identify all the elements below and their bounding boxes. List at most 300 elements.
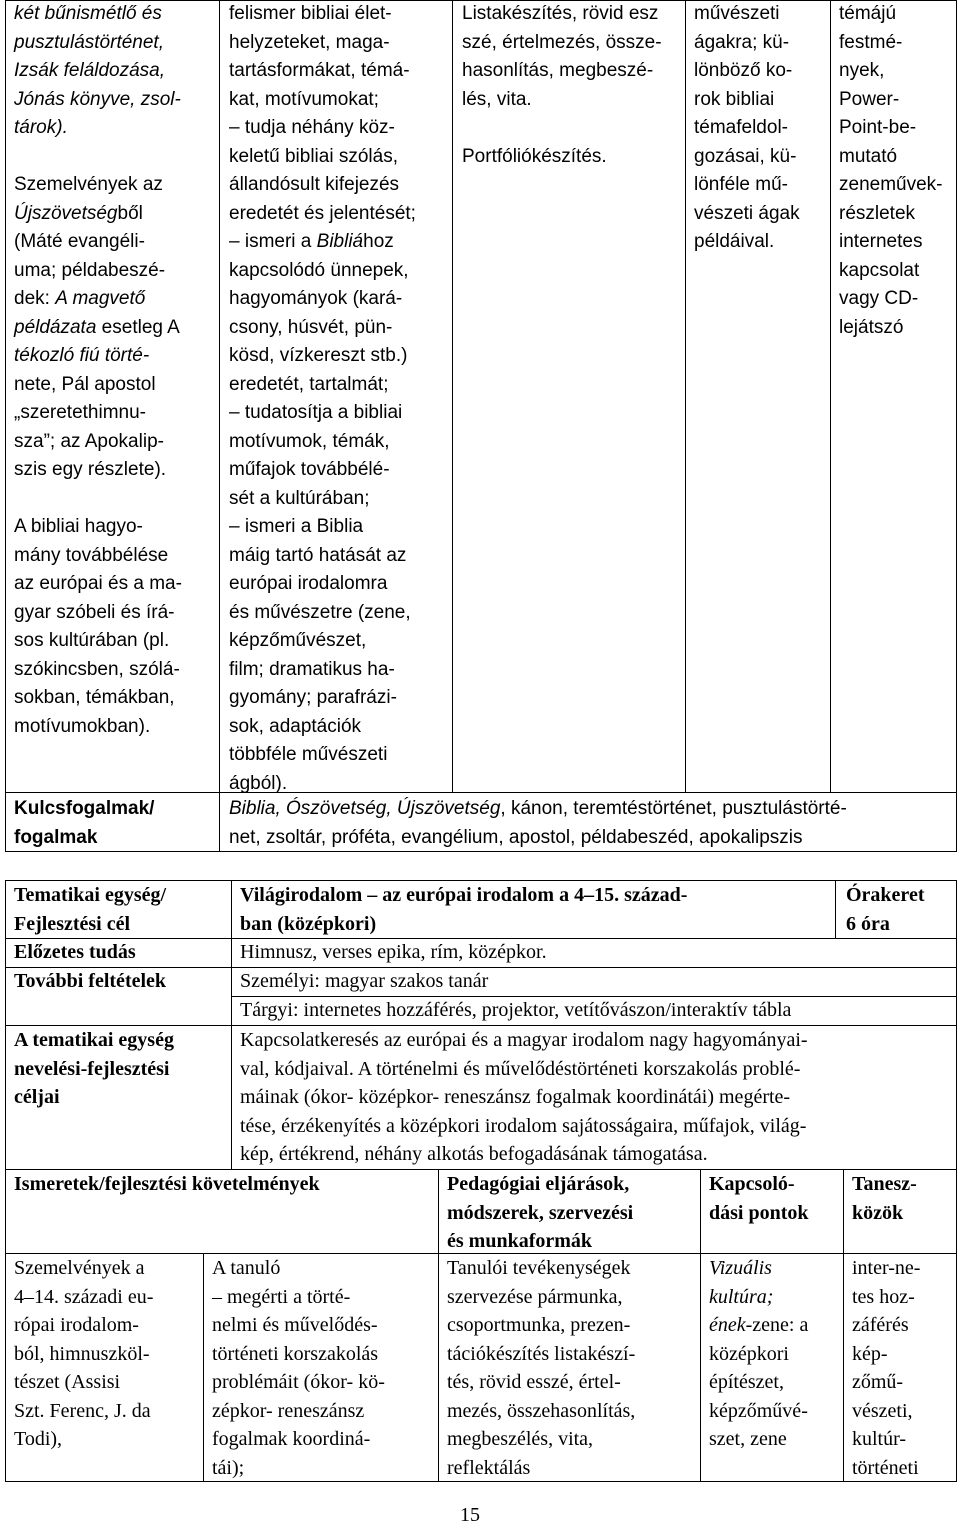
hours-label-text: Órakeret — [846, 884, 925, 906]
text-line — [212, 1283, 434, 1312]
text-line — [852, 1340, 952, 1369]
text-run: közök — [852, 1201, 904, 1224]
text-line — [14, 1055, 226, 1084]
text-line — [229, 713, 447, 742]
hours-label — [846, 881, 951, 938]
text-line — [14, 599, 214, 628]
text-line — [462, 57, 680, 86]
text-run: motívumokban). — [14, 715, 151, 737]
text-line — [839, 143, 954, 172]
text-run: mutató — [839, 145, 898, 167]
text-run: Szemelvények az — [14, 174, 163, 195]
text-run: A bibliai hagyo- — [14, 516, 143, 537]
text-line — [839, 171, 954, 200]
text-run: csony, húsvét, pün- — [229, 316, 393, 338]
text-run: zeneművek- — [839, 174, 943, 195]
table1-col-methods — [462, 0, 680, 171]
text-line — [447, 1227, 697, 1256]
text-run: vészeti ágak — [694, 202, 800, 224]
text-run: zene: a — [752, 1314, 809, 1336]
row-excerpts — [14, 1254, 200, 1454]
text-line — [839, 114, 954, 143]
text-run: képzőművészet, — [229, 630, 367, 651]
label-unit — [14, 881, 226, 938]
text-line — [229, 29, 447, 58]
text-line — [229, 824, 951, 853]
text-run: dási pontok — [709, 1201, 809, 1224]
text-line — [14, 881, 226, 910]
header-requirements-text: Ismeretek/fejlesztési követelmények — [14, 1173, 320, 1195]
text-run: (Máté evangéli- — [14, 231, 145, 252]
text-run: építészet, — [709, 1371, 784, 1393]
text-run: két bűnismétlő és — [14, 3, 162, 24]
table1-col-texts — [14, 0, 214, 741]
keyword-label — [14, 795, 214, 852]
text-run: kép- — [852, 1342, 888, 1365]
text-line — [839, 0, 954, 29]
text-run: kapcsolat — [839, 259, 920, 281]
text-run: Bibliá — [316, 231, 364, 252]
text-line — [694, 57, 824, 86]
text-line — [229, 513, 447, 542]
text-line — [839, 57, 954, 86]
text-line — [852, 1425, 952, 1454]
text-line — [462, 86, 680, 115]
text-line — [694, 228, 824, 257]
text-line — [14, 1026, 226, 1055]
text-line — [839, 228, 954, 257]
text-run: Újszövetség — [14, 202, 118, 224]
text-run: céljai — [14, 1086, 60, 1108]
text-run: esetleg A — [96, 316, 180, 338]
text-run: ból, himnuszköl- — [14, 1342, 150, 1365]
header-requirements — [14, 1170, 434, 1199]
text-line — [709, 1397, 839, 1426]
text-run: kat, motívumokat; — [229, 88, 379, 110]
col-divider — [452, 0, 453, 792]
label-further-conditions — [14, 967, 226, 996]
text-run: hasonlítás, megbeszé- — [462, 60, 654, 81]
text-line — [709, 1340, 839, 1369]
text-run: – ismeri a — [229, 231, 317, 252]
text-line — [14, 713, 214, 742]
text-run: Vizuális — [709, 1257, 772, 1279]
text-run: részletek — [839, 202, 916, 224]
text-run: – tudatosítja a bibliai — [229, 402, 403, 423]
text-run: Kulcsfogalmak/ — [14, 798, 155, 819]
text-line — [462, 143, 680, 172]
text-line — [14, 1368, 200, 1397]
text-line — [212, 1368, 434, 1397]
text-line — [447, 1368, 697, 1397]
text-run: gozásai, kü- — [694, 145, 797, 167]
text-line — [709, 1425, 839, 1454]
text-run: tációkészítés listakészí- — [447, 1342, 636, 1365]
text-line — [229, 57, 447, 86]
text-run: Jónás könyve, zsol- — [14, 88, 181, 110]
text-run: Tematikai egység/ — [14, 884, 167, 906]
text-line — [229, 200, 447, 229]
text-run: kapcsolódó ünnepek, — [229, 259, 409, 281]
text-run: tái); — [212, 1456, 245, 1479]
text-line — [852, 1283, 952, 1312]
text-run: Kapcsolatkeresés az európai és a magyar irodalom nagy hagyományai- — [240, 1029, 808, 1051]
text-line — [212, 1340, 434, 1369]
text-line — [839, 86, 954, 115]
text-run: vagy CD- — [839, 288, 919, 309]
text-run: val, kódjaival. A történelmi és művelődéstörténeti korszakolás problé- — [240, 1057, 801, 1080]
material-conditions-text: Tárgyi: internetes hozzáférés, projektor, vetítővászon/interaktív tábla — [240, 999, 792, 1021]
text-line — [229, 371, 447, 400]
text-run: és munkaformák — [447, 1230, 593, 1252]
text-line — [14, 228, 214, 257]
text-run: hagyományok (kará- — [229, 288, 403, 309]
text-run: történeti korszakolás — [212, 1342, 379, 1365]
text-run: tes hoz- — [852, 1285, 915, 1308]
text-line — [212, 1425, 434, 1454]
text-line — [14, 399, 214, 428]
text-run: kultúra; — [709, 1285, 774, 1308]
text-line — [229, 314, 447, 343]
text-line — [852, 1199, 952, 1228]
text-line — [229, 171, 447, 200]
text-run: sza”; az Apokalip- — [14, 430, 164, 452]
personal-conditions — [240, 967, 950, 996]
text-line — [852, 1454, 952, 1483]
text-line — [229, 399, 447, 428]
text-run: net, zsoltár, próféta, evangélium, apostol, példabeszéd, apokalipszis — [229, 826, 803, 848]
text-line — [709, 1170, 839, 1199]
text-line — [229, 795, 951, 824]
hours-value: 6 óra — [846, 912, 890, 935]
col-divider — [438, 1169, 439, 1482]
text-line — [462, 0, 680, 29]
text-run: Pedagógiai eljárások, — [447, 1173, 630, 1195]
text-run: kultúr- — [852, 1428, 907, 1450]
prior-knowledge-value: Himnusz, verses epika, rím, középkor. — [240, 941, 547, 963]
text-line — [229, 599, 447, 628]
text-line — [447, 1254, 697, 1283]
text-run: helyzeteket, maga- — [229, 31, 390, 53]
text-line — [14, 114, 214, 143]
text-line — [212, 1254, 434, 1283]
text-run: tészet (Assisi — [14, 1371, 121, 1393]
text-run: szet, zene — [709, 1428, 787, 1450]
text-run: máig tartó hatását az — [229, 544, 407, 566]
text-line — [694, 86, 824, 115]
text-line — [14, 1254, 200, 1283]
text-line — [14, 371, 214, 400]
text-line — [14, 1283, 200, 1312]
text-run: hoz — [363, 231, 394, 252]
text-line — [229, 143, 447, 172]
text-line — [694, 0, 824, 29]
label-goals — [14, 1026, 226, 1112]
text-line — [212, 1397, 434, 1426]
text-run: Tanesz- — [852, 1173, 917, 1195]
text-run: szókincsben, szólá- — [14, 658, 180, 680]
text-line — [229, 656, 447, 685]
text-run: középkori — [709, 1342, 789, 1365]
text-run: internetes — [839, 231, 923, 252]
text-line — [14, 285, 214, 314]
text-run: lönböző ko- — [694, 60, 793, 81]
text-line — [447, 1425, 697, 1454]
table1-col-tools — [839, 0, 954, 342]
text-line — [839, 285, 954, 314]
text-line — [447, 1311, 697, 1340]
header-connections — [709, 1170, 839, 1227]
text-line — [709, 1311, 839, 1340]
text-run: műfajok továbbélé- — [229, 459, 390, 480]
text-line — [14, 1425, 200, 1454]
text-run: – ismeri a Biblia — [229, 516, 364, 537]
text-line — [14, 570, 214, 599]
text-run: művészeti — [694, 3, 780, 24]
text-line — [462, 114, 680, 143]
text-line — [447, 1397, 697, 1426]
text-run: nyek, — [839, 60, 885, 81]
goals-text — [240, 1026, 950, 1169]
text-line — [462, 29, 680, 58]
text-run: Szt. Ferenc, J. da — [14, 1399, 151, 1422]
text-run: záférés — [852, 1314, 909, 1336]
text-line — [240, 1055, 950, 1084]
text-run: máinak (ókor- középkor- reneszánsz fogalmak koordinátái) megérte- — [240, 1086, 791, 1108]
text-line — [14, 0, 214, 29]
label-prior-knowledge-text: Előzetes tudás — [14, 941, 136, 963]
text-run: témafeldol- — [694, 117, 788, 138]
text-run: rópai irodalom- — [14, 1314, 139, 1336]
text-run: dek: — [14, 288, 56, 309]
text-run: nete, Pál apostol — [14, 373, 156, 395]
text-run: felismer bibliai élet- — [229, 3, 392, 24]
text-run: nelmi és művelődés- — [212, 1314, 378, 1336]
text-line — [229, 86, 447, 115]
text-line — [229, 114, 447, 143]
text-run: gyar szóbeli és írá- — [14, 601, 175, 623]
text-run: történeti — [852, 1456, 919, 1479]
text-run: Világirodalom – az európai irodalom a 4–15. század- — [240, 884, 688, 906]
text-run: uma; példabeszé- — [14, 259, 166, 281]
text-run: sok, adaptációk — [229, 715, 362, 737]
text-line — [14, 824, 214, 853]
text-line — [447, 1454, 697, 1483]
text-line — [229, 228, 447, 257]
text-run: Listakészítés, rövid esz — [462, 3, 659, 24]
col-divider — [685, 0, 686, 792]
text-run: állandósult kifejezés — [229, 174, 400, 195]
text-line — [14, 200, 214, 229]
table1-col-requirements — [229, 0, 447, 798]
text-run: tárok). — [14, 117, 68, 138]
text-run: gyomány; parafrázi- — [229, 687, 397, 708]
text-run: példázata — [14, 316, 97, 338]
text-run: Kapcsoló- — [709, 1173, 795, 1195]
text-line — [14, 86, 214, 115]
text-line — [839, 200, 954, 229]
text-run: Szemelvények a — [14, 1257, 145, 1279]
text-run: módszerek, szervezési — [447, 1201, 634, 1224]
text-run: és művészetre (zene, — [229, 601, 411, 623]
text-line — [212, 1454, 434, 1483]
text-run: film; dramatikus ha- — [229, 658, 395, 680]
row-methods — [447, 1254, 697, 1482]
text-run: sos kultúrában (pl. — [14, 630, 170, 651]
text-line — [229, 627, 447, 656]
text-run: példáival. — [694, 231, 775, 252]
text-line — [709, 1199, 839, 1228]
text-run: sét a kultúrában; — [229, 487, 370, 509]
text-run: csoportmunka, prezen- — [447, 1314, 631, 1336]
text-line — [240, 1026, 950, 1055]
material-conditions — [240, 996, 950, 1025]
text-run: szervezése pármunka, — [447, 1285, 623, 1308]
text-run: problémáit (ókor- kö- — [212, 1371, 385, 1393]
text-line — [852, 1368, 952, 1397]
text-run: tés, rövid esszé, értel- — [447, 1371, 621, 1393]
text-line — [694, 200, 824, 229]
text-line — [709, 1283, 839, 1312]
row-tools — [852, 1254, 952, 1482]
text-run: többféle művészeti — [229, 744, 388, 765]
text-run: témájú — [839, 3, 897, 24]
text-line — [852, 1311, 952, 1340]
text-run: festmé- — [839, 31, 903, 53]
text-run: lönféle mű- — [694, 174, 788, 195]
text-line — [852, 1254, 952, 1283]
text-line — [14, 627, 214, 656]
text-run: reflektálás — [447, 1456, 531, 1479]
text-line — [229, 741, 447, 770]
text-line — [14, 57, 214, 86]
text-line — [229, 428, 447, 457]
text-line — [839, 29, 954, 58]
text-run: sokban, témákban, — [14, 687, 175, 708]
text-line — [14, 656, 214, 685]
text-run: – tudja néhány köz- — [229, 117, 395, 138]
text-line — [240, 1083, 950, 1112]
text-run: ágakra; kü- — [694, 31, 790, 53]
text-run: A tematikai egység — [14, 1029, 174, 1051]
row-student-requirements — [212, 1254, 434, 1482]
text-run: , kánon, teremtéstörténet, pusztulástörté- — [500, 798, 847, 819]
text-line — [229, 684, 447, 713]
text-line — [14, 342, 214, 371]
text-line — [229, 0, 447, 29]
text-run: mezés, összehasonlítás, — [447, 1399, 636, 1422]
text-run: Izsák feláldozása, — [14, 60, 166, 81]
text-line — [14, 257, 214, 286]
personal-conditions-text: Személyi: magyar szakos tanár — [240, 970, 489, 992]
label-further-conditions-text: További feltételek — [14, 970, 167, 992]
text-line — [240, 1112, 950, 1141]
text-run: képzőművé- — [709, 1399, 808, 1422]
text-run: Biblia, Ószövetség, Újszövetség — [229, 798, 501, 819]
text-line — [229, 542, 447, 571]
col-divider — [219, 0, 220, 852]
text-run: Todi), — [14, 1428, 63, 1450]
text-run: 4–14. századi eu- — [14, 1285, 154, 1308]
text-run: Point-be- — [839, 117, 917, 138]
text-line — [14, 428, 214, 457]
row-divider — [5, 792, 957, 793]
text-run: motívumok, témák, — [229, 430, 390, 452]
text-line — [852, 1397, 952, 1426]
header-methods — [447, 1170, 697, 1256]
text-run: tése, érzékenyítés a középkori irodalom sajátosságaira, műfajok, világ- — [240, 1114, 807, 1137]
text-run: Portfóliókészítés. — [462, 145, 607, 167]
text-run: ágból). — [229, 772, 288, 794]
text-run: eredetét, tartalmát; — [229, 373, 389, 395]
text-line — [240, 910, 830, 939]
text-run: A tanuló — [212, 1257, 281, 1279]
unit-title — [240, 881, 830, 938]
col-divider — [830, 0, 831, 792]
text-line — [229, 285, 447, 314]
text-line — [447, 1340, 697, 1369]
text-run: szé, értelmezés, össze- — [462, 31, 662, 53]
text-line — [447, 1170, 697, 1199]
text-run: tékozló fiú törté- — [14, 345, 150, 366]
col-divider — [835, 880, 836, 938]
text-line — [240, 881, 830, 910]
text-line — [839, 314, 954, 343]
text-run: mány továbbélése — [14, 544, 169, 566]
text-line — [14, 485, 214, 514]
label-prior-knowledge — [14, 938, 226, 967]
text-line — [14, 513, 214, 542]
text-run: fogalmak — [14, 826, 98, 848]
text-run: európai irodalomra — [229, 573, 388, 594]
text-line — [14, 456, 214, 485]
text-run: inter-ne- — [852, 1257, 921, 1279]
text-line — [694, 114, 824, 143]
text-run: rok bibliai — [694, 88, 775, 110]
text-line — [14, 1311, 200, 1340]
text-run: Power- — [839, 88, 900, 110]
text-line — [14, 910, 226, 939]
text-line — [14, 1340, 200, 1369]
keyword-text — [229, 795, 951, 852]
text-run: vészeti, — [852, 1399, 913, 1422]
col-divider — [203, 1253, 204, 1482]
text-run: megbeszélés, vita, — [447, 1428, 594, 1450]
prior-knowledge-text — [240, 938, 950, 967]
text-line — [839, 257, 954, 286]
col-divider — [843, 1169, 844, 1482]
text-line — [14, 171, 214, 200]
text-line — [212, 1311, 434, 1340]
text-run: ban (középkori) — [240, 912, 377, 935]
text-run: kösd, vízkereszt stb.) — [229, 345, 408, 366]
text-run: Tanulói tevékenységek — [447, 1257, 631, 1279]
page-number: 15 — [460, 1504, 480, 1526]
text-run: – megérti a törté- — [212, 1285, 351, 1308]
text-run: zépkor- reneszánsz — [212, 1399, 365, 1422]
text-run: szis egy részlete). — [14, 459, 167, 480]
text-line — [694, 171, 824, 200]
text-line — [709, 1254, 839, 1283]
text-run: A magvető — [55, 288, 146, 309]
text-line — [14, 1397, 200, 1426]
text-run: „szeretethimnu- — [14, 402, 146, 423]
text-run: zőmű- — [852, 1371, 904, 1393]
text-run: eredetét és jelentését; — [229, 202, 416, 224]
text-run: kép, értékrend, néhány alkotás befogadásának támogatása. — [240, 1143, 708, 1165]
text-line — [229, 342, 447, 371]
text-line — [447, 1283, 697, 1312]
